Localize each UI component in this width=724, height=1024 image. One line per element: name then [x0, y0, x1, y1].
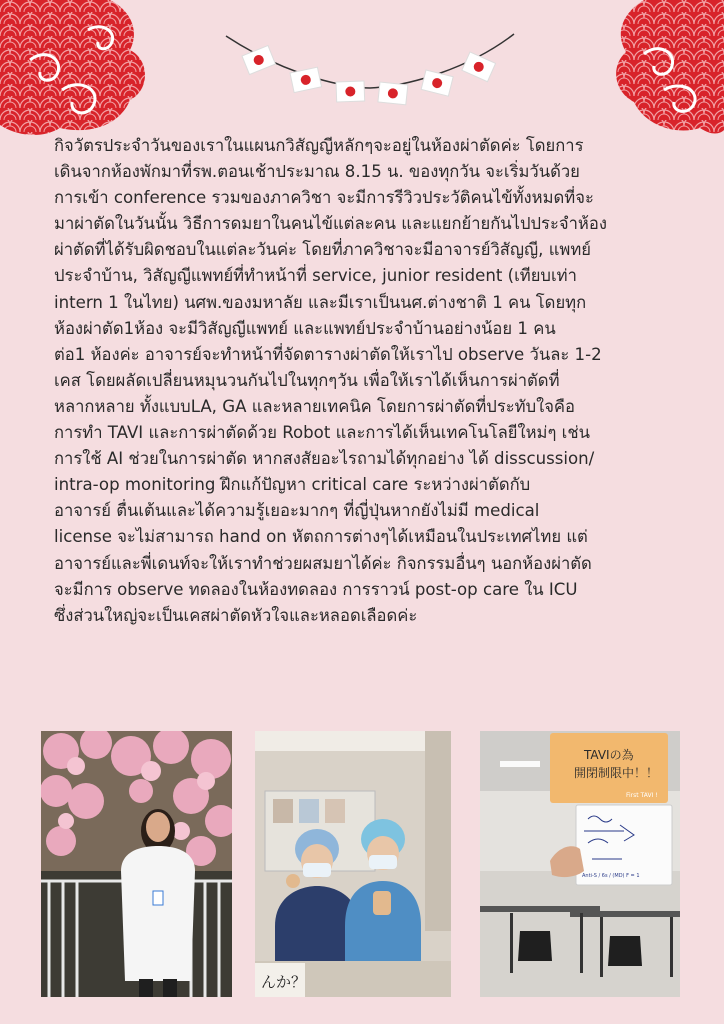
wall-sign-text: んか？	[261, 973, 307, 991]
paragraph-line: การใช้ AI ช่วยในการผ่าตัด หากสงสัยอะไรถามได้ทุกอย่าง ได้ disscussion/	[54, 449, 595, 469]
paragraph-line: intern 1 ในไทย) นศพ.ของมหาลัย และมีเราเป็นนศ.ต่างชาติ 1 คน โดยทุก	[54, 292, 587, 312]
tavi-notes-text: Anti-S / 6s / (MD) F = 1	[582, 873, 640, 879]
paragraph-line: การเข้า conference รวมของภาควิชา จะมีการรีวิวประวัติคนไข้ทั้งหมดที่จะ	[54, 188, 594, 208]
body-paragraph	[54, 133, 678, 629]
paragraph-line: การทำ TAVI และการผ่าตัดด้วย Robot และการได้เห็นเทคโนโลยีใหม่ๆ เช่น	[54, 423, 590, 443]
tavi-sign-note: First TAVI !	[626, 792, 658, 799]
tavi-sign-line1: TAVIの為	[584, 748, 634, 762]
paragraph-line: มาผ่าตัดในวันนั้น วิธีการดมยาในคนไข้แต่ละคน และแยกย้ายกันไปประจำห้อง	[54, 214, 607, 234]
paragraph-line: ผ่าตัดที่ได้รับผิดชอบในแต่ละวันค่ะ โดยที่ภาควิชาจะมีอาจารย์วิสัญญี, แพทย์	[54, 240, 592, 260]
paragraph-line: อาจารย์ ตื่นเต้นและได้ความรู้เยอะมากๆ ที่ญี่ปุ่นหากยังไม่มี medical	[54, 501, 540, 521]
flag-icon	[378, 82, 408, 105]
photo-cherry-blossom-portrait	[41, 731, 232, 997]
paragraph-line: ซึ่งส่วนใหญ่จะเป็นเคสผ่าตัดหัวใจและหลอดเลือดค่ะ	[54, 605, 418, 625]
paragraph-line: จะมีการ observe ทดลองในห้องทดลอง การราวน์ post-op care ใน ICU	[54, 579, 578, 599]
paragraph-line: เคส โดยผลัดเปลี่ยนหมุนวนกันไปในทุกๆวัน เพื่อให้เราได้เห็นการผ่าตัดที่	[54, 370, 560, 390]
seigaiha-cloud-decoration-right	[614, 0, 724, 140]
paragraph-line: กิจวัตรประจำวันของเราในแผนกวิสัญญีหลักๆจะอยู่ในห้องผ่าตัดค่ะ โดยการ	[54, 136, 584, 155]
photo-tavi-sign-classroom	[480, 731, 680, 997]
paragraph-line: หลากหลาย ทั้งแบบLA, GA และหลายเทคนิค โดยการผ่าตัดที่ประทับใจคือ	[54, 396, 576, 416]
paragraph-line: license จะไม่สามารถ hand on หัตถการต่างๆได้เหมือนในประเทศไทย แต่	[54, 527, 588, 547]
seigaiha-cloud-decoration-left	[0, 0, 150, 140]
flag-icon	[421, 70, 453, 96]
paragraph-line: ห้องผ่าตัด1ห้อง จะมีวิสัญญีแพทย์ และแพทย์ประจำบ้านอย่างน้อย 1 คน	[54, 318, 556, 338]
japanese-flag-bunting	[220, 28, 520, 118]
flag-icon	[462, 52, 496, 82]
paragraph-line: ต่อ1 ห้องค่ะ อาจารย์จะทำหน้าที่จัดตารางผ่าตัดให้เราไป observe วันละ 1-2	[54, 344, 602, 364]
paragraph-line: intra-op monitoring ฝึกแก้ปัญหา critical care ระหว่างผ่าตัดกับ	[54, 475, 531, 495]
paragraph-line: ประจำบ้าน, วิสัญญีแพทย์ที่ทำหน้าที่ service, junior resident (เทียบเท่า	[54, 266, 577, 286]
paragraph-line: อาจารย์และพี่เดนท์จะให้เราทำช่วยผสมยาได้ค่ะ กิจกรรมอื่นๆ นอกห้องผ่าตัด	[54, 553, 592, 573]
flag-icon	[242, 46, 275, 75]
photo-operating-room-selfie	[255, 731, 451, 997]
flag-icon	[336, 81, 365, 102]
tavi-sign-line2: 開閉制限中！！	[574, 766, 659, 780]
paragraph-line: เดินจากห้องพักมาที่รพ.ตอนเช้าประมาณ 8.15 น. ของทุกวัน จะเริ่มวันด้วย	[54, 162, 580, 182]
